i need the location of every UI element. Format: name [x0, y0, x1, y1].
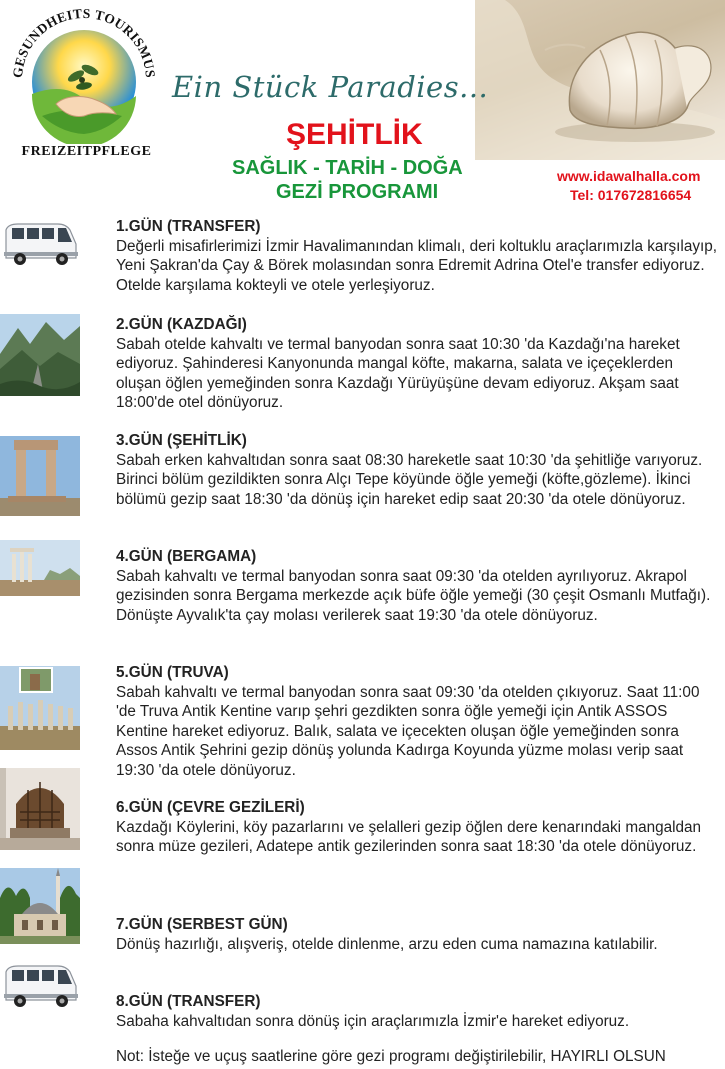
day-7-text: Dönüş hazırlığı, alışveriş, otelde dinlenme, arzu eden cuma namazına katılabilir.	[116, 935, 658, 953]
subtitle-line1: SAĞLIK - TARİH - DOĞA	[232, 157, 463, 179]
day-8-title: 8.GÜN (TRANSFER)	[116, 993, 261, 1010]
day-3-text: Sabah erken kahvaltıdan sonra saat 08:30 hareketle saat 10:30 'da şehitliğe varıyoruz. Birinci bölüm gezildikten sonra Alçı Tepe köyünde öğle yemeği (köfte,gözleme). İkinci bölümü gezip saat 18:30 'da dönüş için hareket edip saat 20:30 'da otele dönüyoruz.	[116, 451, 703, 508]
logo	[4, 4, 164, 164]
minibus-icon	[0, 220, 80, 268]
acropolis-photo	[0, 540, 80, 596]
day-2-text: Sabah otelde kahvaltı ve termal banyodan sonra saat 10:30 'da Kazdağı'na hareket ediyoruz. Şahinderesi Kanyonunda mangal köfte, makarna, salata ve içeçeklerden oluşan öğlen yemeğinden sonra Kazdağı Yürüyüşüne devam ediyoruz. Akşam saat 18:00'de otel dönüyoruz.	[116, 335, 680, 411]
seashell-icon	[475, 0, 725, 160]
day-4-title: 4.GÜN (BERGAMA)	[116, 548, 257, 565]
day-8-text: Sabaha kahvaltıdan sonra dönüş için araçlarımızla İzmir'e hareket ediyoruz.	[116, 1012, 630, 1030]
day-5-title: 5.GÜN (TRUVA)	[116, 664, 229, 681]
mosque-photo	[0, 868, 80, 944]
day-8	[116, 992, 721, 1031]
logo-subtitle: FREIZEITPFLEGE	[21, 144, 152, 159]
day-2	[116, 315, 721, 413]
ruins-photo	[0, 666, 80, 750]
mountain-photo	[0, 314, 80, 396]
day-5-text: Sabah kahvaltı ve termal banyodan sonra saat 09:30 'da otelden çıkıyoruz. Saat 11:00 'de Truva Antik Kentine varıp şehri gezdikten sonra öğle yemeği için Antik ASSOS Kentine hareket ediyoruz. Balık, salata ve içecekten oluşan öğle yemeğinden sonra Assos Antik Şehrini gezip dönüş yolunda Kadırga Koyunda yüzme molası verip saat 19:30 'da otele dönüyoruz.	[116, 683, 700, 779]
phone-number: Tel: 017672816654	[570, 187, 692, 203]
day-4-text: Sabah kahvaltı ve termal banyodan sonra saat 09:30 'da otelden ayrılıyoruz. Akrapol gezisinden sonra Bergama merkezde açık büfe öğle yemeği (30 çeşit Osmanlı Mutfağı). Dönüşte Ayvalık'ta çay molası verilerek saat 19:30 'da otele dönüyoruz.	[116, 567, 711, 624]
day-1-text: Değerli misafirlerimizi İzmir Havalimanından klimalı, deri koltuklu araçlarımızla karşılayıp, Yeni Şakran'da Çay & Börek molasından sonra Edremit Adrina Otel'e transfer ediyoruz. Otelde karşılama kokteyli ve otele yerleşiyoruz.	[116, 237, 717, 294]
footer-note: Not: İsteğe ve uçuş saatlerine göre gezi programı değiştirilebilir, HAYIRLI OLSUN	[116, 1048, 666, 1065]
day-7-title: 7.GÜN (SERBEST GÜN)	[116, 916, 288, 933]
day-1-title: 1.GÜN (TRANSFER)	[116, 218, 261, 235]
day-3-title: 3.GÜN (ŞEHİTLİK)	[116, 432, 247, 449]
logo-arc-text: GESUNDHEITS TOURISMUS	[9, 5, 159, 79]
website-link[interactable]: www.idawalhalla.com	[557, 168, 701, 184]
day-6-title: 6.GÜN (ÇEVRE GEZİLERİ)	[116, 799, 305, 816]
header	[0, 0, 725, 205]
page-title: ŞEHİTLİK	[286, 118, 423, 151]
slogan: Ein Stück Paradies...	[172, 70, 489, 104]
day-2-title: 2.GÜN (KAZDAĞI)	[116, 316, 247, 333]
day-6	[116, 798, 721, 857]
beach-seashell-photo	[475, 0, 725, 160]
day-6-text: Kazdağı Köylerini, köy pazarlarını ve şelalleri gezip öğlen dere kenarındaki mangaldan sonra müze gezileri, Adatepe antik gezilerinden sonra saat 18:30 'da otele dönüyoruz.	[116, 818, 702, 855]
subtitle-line2: GEZİ PROGRAMI	[276, 181, 439, 203]
minibus-icon	[0, 962, 80, 1010]
day-1	[116, 217, 721, 295]
monument-photo	[0, 436, 80, 516]
museum-photo	[0, 768, 80, 850]
day-7	[116, 915, 721, 954]
day-4	[116, 547, 721, 625]
day-3	[116, 431, 721, 509]
day-5	[116, 663, 721, 780]
logo-emblem-icon	[4, 4, 164, 144]
